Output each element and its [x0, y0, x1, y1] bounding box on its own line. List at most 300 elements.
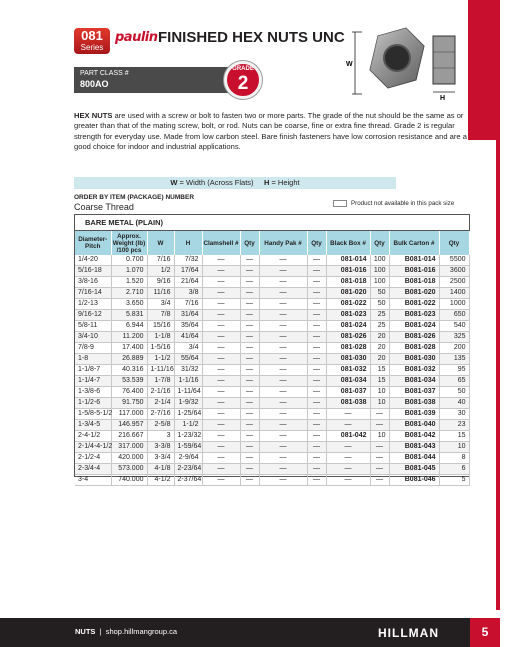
table-cell: —	[240, 387, 259, 398]
table-cell: 100	[370, 277, 389, 288]
table-cell: —	[202, 420, 240, 431]
legend-h-key: H	[263, 178, 270, 187]
table-cell: 1-1/2	[147, 354, 174, 365]
page-number: 5	[470, 618, 500, 647]
table-cell: 5/16-18	[75, 266, 111, 277]
hillman-logo: HILLMAN	[378, 626, 439, 640]
table-cell: —	[240, 343, 259, 354]
table-cell: 1-1/2-6	[75, 398, 111, 409]
table-cell: —	[370, 409, 389, 420]
table-cell: —	[240, 464, 259, 475]
table-cell: —	[307, 266, 326, 277]
table-cell: B081-037	[389, 387, 439, 398]
dimension-legend	[74, 177, 396, 189]
table-cell: B081-042	[389, 431, 439, 442]
table-cell: B081-030	[389, 354, 439, 365]
table-cell: —	[240, 354, 259, 365]
table-cell: —	[202, 277, 240, 288]
table-row	[75, 354, 469, 365]
table-cell: —	[370, 464, 389, 475]
table-cell: 081-028	[326, 343, 370, 354]
table-cell: —	[259, 310, 307, 321]
column-header: Diameter-Pitch	[75, 231, 111, 255]
table-cell: —	[240, 277, 259, 288]
table-section-title: BARE METAL (PLAIN)	[75, 215, 469, 231]
table-cell: —	[259, 277, 307, 288]
description-lead: HEX NUTS	[74, 111, 113, 120]
column-header: Clamshell #	[202, 231, 240, 255]
section-tab-label: NUTS	[497, 59, 516, 110]
table-row	[75, 310, 469, 321]
table-cell: 2-1/2-4	[75, 453, 111, 464]
table-cell: —	[259, 354, 307, 365]
h-label: H	[440, 95, 446, 102]
table-cell: —	[307, 453, 326, 464]
table-cell: B081-040	[389, 420, 439, 431]
table-row	[75, 409, 469, 420]
table-cell: —	[370, 442, 389, 453]
table-cell: —	[307, 442, 326, 453]
product-description	[74, 111, 469, 153]
table-cell: —	[259, 299, 307, 310]
table-cell: —	[307, 464, 326, 475]
table-cell: —	[202, 442, 240, 453]
table-cell: —	[307, 299, 326, 310]
table-cell: 7/32	[174, 255, 202, 266]
table-cell: —	[307, 475, 326, 486]
table-cell: —	[202, 321, 240, 332]
table-cell: B081-043	[389, 442, 439, 453]
table-cell: 1000	[439, 299, 469, 310]
series-number: 081	[81, 28, 103, 43]
table-cell: 7/16-14	[75, 288, 111, 299]
table-cell: 50	[370, 288, 389, 299]
table-cell: B081-024	[389, 321, 439, 332]
table-cell: 740.000	[111, 475, 147, 486]
table-cell: 5/8-11	[75, 321, 111, 332]
table-cell: 35/64	[174, 321, 202, 332]
table-cell: B081-022	[389, 299, 439, 310]
table-cell: 41/64	[174, 332, 202, 343]
table-cell: —	[326, 464, 370, 475]
table-cell: B081-020	[389, 288, 439, 299]
table-cell: 15	[370, 365, 389, 376]
table-cell: 4-1/2	[147, 475, 174, 486]
nut-side-view	[433, 36, 455, 84]
table-cell: —	[202, 376, 240, 387]
table-cell: 146.957	[111, 420, 147, 431]
table-cell: 15/16	[147, 321, 174, 332]
table-row	[75, 420, 469, 431]
table-cell: 081-023	[326, 310, 370, 321]
table-cell: 2-1/4	[147, 398, 174, 409]
column-header: Qty	[370, 231, 389, 255]
section-tab	[468, 0, 516, 140]
order-instructions: ORDER BY ITEM (PACKAGE) NUMBER	[74, 194, 195, 201]
table-row	[75, 321, 469, 332]
footer-separator: |	[99, 627, 102, 636]
table-cell: 3-3/8	[147, 442, 174, 453]
table-cell: —	[240, 365, 259, 376]
table-cell: 40.316	[111, 365, 147, 376]
table-row	[75, 376, 469, 387]
table-cell: 1-25/64	[174, 409, 202, 420]
grade-label: GRADE	[232, 66, 254, 72]
table-cell: —	[259, 376, 307, 387]
table-cell: 2-9/64	[174, 453, 202, 464]
table-cell: 15	[370, 376, 389, 387]
table-cell: —	[259, 387, 307, 398]
table-cell: 1-1/4-7	[75, 376, 111, 387]
table-cell: 081-034	[326, 376, 370, 387]
table-cell: 081-022	[326, 299, 370, 310]
side-strip	[496, 140, 500, 610]
page-footer	[0, 618, 500, 647]
table-cell: —	[202, 365, 240, 376]
table-cell: 5.831	[111, 310, 147, 321]
grade-badge	[224, 61, 262, 99]
table-cell: —	[202, 464, 240, 475]
table-cell: —	[326, 420, 370, 431]
table-cell: —	[202, 310, 240, 321]
table-row	[75, 464, 469, 475]
table-cell: 325	[439, 332, 469, 343]
table-cell: —	[326, 409, 370, 420]
table-cell: —	[307, 288, 326, 299]
table-cell: 2-1/4-4-1/2	[75, 442, 111, 453]
table-cell: B081-028	[389, 343, 439, 354]
table-cell: 5500	[439, 255, 469, 266]
table-row	[75, 277, 469, 288]
table-row	[75, 332, 469, 343]
table-row	[75, 475, 469, 486]
table-cell: —	[307, 321, 326, 332]
table-cell: 8	[439, 453, 469, 464]
table-cell: 317.000	[111, 442, 147, 453]
table-cell: 1-8	[75, 354, 111, 365]
table-cell: —	[240, 376, 259, 387]
table-cell: 7/16	[174, 299, 202, 310]
table-cell: 23	[439, 420, 469, 431]
table-cell: 1-11/16	[147, 365, 174, 376]
table-cell: —	[370, 453, 389, 464]
table-cell: B081-014	[389, 255, 439, 266]
table-cell: 1-1/8	[147, 332, 174, 343]
table-cell: 26.889	[111, 354, 147, 365]
table-header-row	[75, 231, 469, 255]
table-cell: —	[240, 475, 259, 486]
table-cell: 3/4-10	[75, 332, 111, 343]
nut-hole	[384, 45, 410, 71]
table-cell: 11/16	[147, 288, 174, 299]
table-cell: 3	[147, 431, 174, 442]
table-cell: 95	[439, 365, 469, 376]
table-cell: 100	[370, 266, 389, 277]
table-cell: —	[202, 332, 240, 343]
table-cell: —	[259, 409, 307, 420]
column-header: Qty	[439, 231, 469, 255]
table-cell: —	[202, 453, 240, 464]
table-cell: 1-1/16	[174, 376, 202, 387]
table-cell: —	[259, 464, 307, 475]
table-row	[75, 343, 469, 354]
table-cell: —	[202, 387, 240, 398]
table-cell: 1-9/32	[174, 398, 202, 409]
table-row	[75, 442, 469, 453]
part-class-label: PART CLASS #	[80, 70, 129, 77]
table-cell: —	[307, 409, 326, 420]
series-badge	[74, 28, 110, 54]
table-cell: 10	[370, 398, 389, 409]
table-cell: —	[202, 343, 240, 354]
table-cell: 1/2	[147, 266, 174, 277]
table-cell: 9/16-12	[75, 310, 111, 321]
table-cell: 3/4	[147, 299, 174, 310]
not-available-note	[333, 200, 454, 207]
table-cell: B081-016	[389, 266, 439, 277]
table-cell: 7/8-9	[75, 343, 111, 354]
table-cell: 91.750	[111, 398, 147, 409]
table-cell: —	[240, 431, 259, 442]
table-cell: —	[370, 420, 389, 431]
table-cell: 7/8	[147, 310, 174, 321]
table-cell: B081-038	[389, 398, 439, 409]
table-cell: 9/16	[147, 277, 174, 288]
table-cell: —	[240, 266, 259, 277]
part-class-bar	[74, 67, 244, 93]
table-cell: —	[326, 442, 370, 453]
table-cell: —	[259, 398, 307, 409]
table-cell: 50	[370, 299, 389, 310]
product-table	[74, 214, 470, 484]
table-cell: 30	[439, 409, 469, 420]
table-cell: —	[259, 343, 307, 354]
table-cell: 31/32	[174, 365, 202, 376]
table-cell: —	[202, 431, 240, 442]
table-cell: 081-020	[326, 288, 370, 299]
table-cell: —	[259, 420, 307, 431]
table-cell: B081-034	[389, 376, 439, 387]
table-cell: —	[326, 453, 370, 464]
table-row	[75, 266, 469, 277]
table-cell: —	[202, 266, 240, 277]
table-cell: 1-3/4-5	[75, 420, 111, 431]
table-cell: B081-045	[389, 464, 439, 475]
table-cell: 216.667	[111, 431, 147, 442]
table-cell: 1/2-13	[75, 299, 111, 310]
table-cell: 2500	[439, 277, 469, 288]
table-cell: 2-37/64	[174, 475, 202, 486]
table-cell: 3/4	[174, 343, 202, 354]
table-cell: —	[259, 475, 307, 486]
hex-nut-diagram	[340, 22, 460, 102]
table-cell: 1.520	[111, 277, 147, 288]
table-cell: —	[202, 354, 240, 365]
column-header: Black Box #	[326, 231, 370, 255]
table-cell: 2-23/64	[174, 464, 202, 475]
brand-logo: paulin	[115, 30, 158, 45]
table-cell: 0.700	[111, 255, 147, 266]
grade-number: 2	[237, 73, 249, 94]
table-cell: —	[240, 310, 259, 321]
table-cell: —	[307, 343, 326, 354]
series-label: Series	[80, 43, 104, 52]
table-cell: 40	[439, 398, 469, 409]
table-cell: 2-7/16	[147, 409, 174, 420]
table-cell: —	[307, 376, 326, 387]
table-cell: 50	[439, 387, 469, 398]
table-cell: 10	[370, 387, 389, 398]
table-cell: 200	[439, 343, 469, 354]
table-cell: 2-5/8	[147, 420, 174, 431]
table-row	[75, 387, 469, 398]
table-cell: —	[240, 398, 259, 409]
not-available-swatch	[333, 200, 347, 207]
legend-h-text: = Height	[269, 178, 300, 187]
table-cell: 2.710	[111, 288, 147, 299]
table-cell: —	[240, 453, 259, 464]
table-row	[75, 453, 469, 464]
table-cell: B081-046	[389, 475, 439, 486]
table-cell: —	[202, 288, 240, 299]
table-cell: —	[307, 277, 326, 288]
table-row	[75, 365, 469, 376]
not-available-text: Product not available in this pack size	[351, 200, 455, 208]
table-cell: 3600	[439, 266, 469, 277]
table-cell: —	[240, 442, 259, 453]
table-cell: 540	[439, 321, 469, 332]
footer-url[interactable]: shop.hillmangroup.ca	[105, 627, 178, 636]
table-cell: 17.400	[111, 343, 147, 354]
table-cell: 650	[439, 310, 469, 321]
table-cell: 081-032	[326, 365, 370, 376]
table-cell: —	[202, 409, 240, 420]
table-cell: —	[202, 299, 240, 310]
table-cell: —	[307, 310, 326, 321]
table-row	[75, 299, 469, 310]
table-cell: B081-039	[389, 409, 439, 420]
table-cell: 76.400	[111, 387, 147, 398]
table-cell: —	[307, 332, 326, 343]
table-cell: —	[240, 288, 259, 299]
table-cell: 100	[370, 255, 389, 266]
table-cell: 1/4-20	[75, 255, 111, 266]
table-cell: 081-042	[326, 431, 370, 442]
table-cell: —	[240, 409, 259, 420]
table-cell: —	[326, 475, 370, 486]
table-cell: 6	[439, 464, 469, 475]
table-cell: 117.000	[111, 409, 147, 420]
table-cell: 10	[439, 442, 469, 453]
column-header: Handy Pak #	[259, 231, 307, 255]
table-cell: —	[202, 475, 240, 486]
table-cell: 3-3/4	[147, 453, 174, 464]
table-cell: 081-038	[326, 398, 370, 409]
table-cell: 081-014	[326, 255, 370, 266]
table-cell: 11.200	[111, 332, 147, 343]
table-cell: —	[370, 475, 389, 486]
table-cell: 53.539	[111, 376, 147, 387]
column-header: H	[174, 231, 202, 255]
table-cell: 65	[439, 376, 469, 387]
table-cell: 081-030	[326, 354, 370, 365]
table-cell: 1-1/2	[174, 420, 202, 431]
table-cell: —	[307, 255, 326, 266]
table-cell: 3/8-16	[75, 277, 111, 288]
table-cell: —	[259, 288, 307, 299]
table-cell: B081-026	[389, 332, 439, 343]
table-cell: 081-024	[326, 321, 370, 332]
thread-type: Coarse Thread	[74, 202, 134, 212]
table-cell: 1-11/64	[174, 387, 202, 398]
w-label: W	[346, 61, 353, 68]
table-row	[75, 431, 469, 442]
table-cell: 1-3/8-6	[75, 387, 111, 398]
table-cell: B081-044	[389, 453, 439, 464]
table-cell: 20	[370, 332, 389, 343]
table-cell: 25	[370, 310, 389, 321]
column-header: Qty	[240, 231, 259, 255]
table-cell: 17/64	[174, 266, 202, 277]
page-title: FINISHED HEX NUTS UNC	[158, 29, 345, 46]
table-cell: B081-032	[389, 365, 439, 376]
table-cell: 5	[439, 475, 469, 486]
table-cell: 6.944	[111, 321, 147, 332]
table-cell: 1-1/8-7	[75, 365, 111, 376]
table-cell: 31/64	[174, 310, 202, 321]
table-cell: —	[307, 354, 326, 365]
column-header: Bulk Carton #	[389, 231, 439, 255]
table-cell: —	[240, 420, 259, 431]
table-cell: 573.000	[111, 464, 147, 475]
table-row	[75, 398, 469, 409]
table-cell: —	[202, 398, 240, 409]
description-body: are used with a screw or bolt to fasten two or more parts. The grade of the nut should be the same as or greater than that of the mating screw, bolt, or rod. Nuts can be coarse, fine or extra fine thread. Grade 2 is regular strength for everyday use. Made from low carbon steel. Bare finish fasteners have low corrosion resistance and are a good choice for indoor and industrial applications.	[74, 111, 467, 152]
table-row	[75, 255, 469, 266]
table-row	[75, 288, 469, 299]
table-cell: 2-4-1/2	[75, 431, 111, 442]
table-cell: 135	[439, 354, 469, 365]
table-cell: 4-1/8	[147, 464, 174, 475]
column-header: Approx. Weight (lb) /100 pcs	[112, 232, 146, 254]
table-cell: 081-018	[326, 277, 370, 288]
footer-text	[75, 627, 177, 636]
legend-w-text: = Width (Across Flats)	[177, 178, 254, 187]
table-cell: 3.650	[111, 299, 147, 310]
table-cell: 1.070	[111, 266, 147, 277]
legend-w-key: W	[170, 178, 178, 187]
table-cell: 1-5/8-5-1/2	[75, 409, 111, 420]
table-cell: 7/16	[147, 255, 174, 266]
table-cell: —	[259, 321, 307, 332]
table-cell: —	[259, 255, 307, 266]
table-cell: 3/8	[174, 288, 202, 299]
table-cell: 081-037	[326, 387, 370, 398]
table-cell: —	[307, 420, 326, 431]
table-cell: —	[259, 332, 307, 343]
table-cell: 1-5/16	[147, 343, 174, 354]
table-cell: —	[240, 332, 259, 343]
table-cell: —	[307, 365, 326, 376]
footer-section: NUTS	[75, 627, 96, 636]
table-cell: 081-016	[326, 266, 370, 277]
table-cell: 20	[370, 354, 389, 365]
product-grid	[75, 231, 470, 486]
table-cell: 2-1/16	[147, 387, 174, 398]
table-cell: 21/64	[174, 277, 202, 288]
table-cell: 20	[370, 343, 389, 354]
column-header: Qty	[307, 231, 326, 255]
